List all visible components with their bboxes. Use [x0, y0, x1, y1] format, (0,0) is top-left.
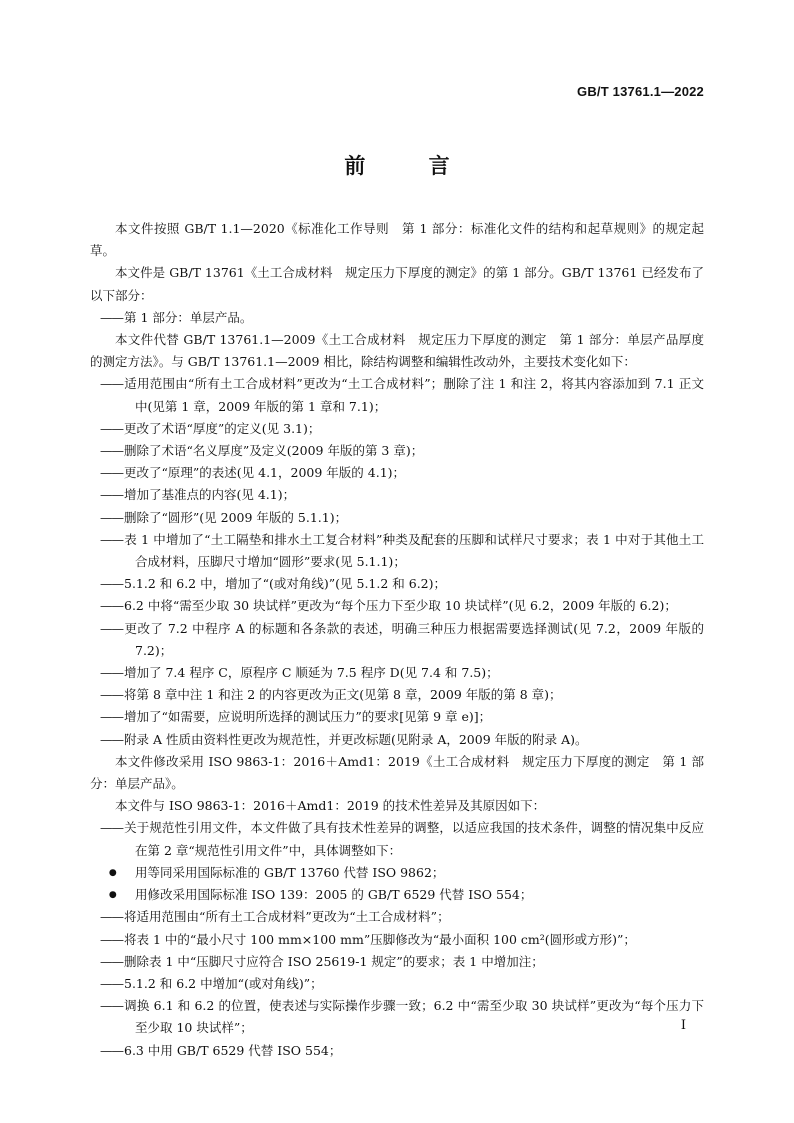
paragraph: 本文件是 GB/T 13761《土工合成材料 规定压力下厚度的测定》的第 1 部分。GB/T 13761 已经发布了以下部分： [90, 265, 704, 303]
dash-list-item: —— 删除了术语“名义厚度”及定义(2009 年版的第 3 章)； [90, 440, 704, 462]
dash-list-item: —— 5.1.2 和 6.2 中增加“(或对角线)”； [90, 973, 704, 995]
dash-list-item: —— 将第 8 章中注 1 和注 2 的内容更改为正文(见第 8 章，2009 年版的第 8 章)； [90, 684, 704, 706]
standard-code: GB/T 13761.1—2022 [577, 84, 704, 99]
dash-list-item: —— 更改了 7.2 中程序 A 的标题和各条款的表述，明确三种压力根据需要选择测试(见 7.2，2009 年版的 7.2)； [90, 618, 704, 662]
paragraph: 本文件按照 GB/T 1.1—2020《标准化工作导则 第 1 部分：标准化文件的结构和起草规则》的规定起草。 [90, 221, 704, 259]
dash-list-item: —— 更改了术语“厚度”的定义(见 3.1)； [90, 418, 704, 440]
dash-list-item: —— 6.3 中用 GB/T 6529 代替 ISO 554； [90, 1040, 704, 1062]
dash-list-item: —— 将表 1 中的“最小尺寸 100 mm×100 mm”压脚修改为“最小面积 100 cm²(圆形或方形)”； [90, 929, 704, 951]
paragraph: 本文件代替 GB/T 13761.1—2009《土工合成材料 规定压力下厚度的测定 第 1 部分：单层产品厚度的测定方法》。与 GB/T 13761.1—2009 相比，除结构调整和编辑性改动外，主要技术变化如下： [90, 332, 704, 370]
page-number: I [680, 1018, 686, 1033]
bullet-text: 用修改采用国际标准 ISO 139：2005 的 GB/T 6529 代替 ISO 554； [135, 887, 533, 903]
dash-list-item: —— 附录 A 性质由资料性更改为规范性，并更改标题(见附录 A，2009 年版的附录 A)。 [90, 729, 704, 751]
dash-list-item: —— 增加了“如需要，应说明所选择的测试压力”的要求[见第 9 章 e)]； [90, 706, 704, 728]
bullet-text: 用等同采用国际标准的 GB/T 13760 代替 ISO 9862； [135, 864, 445, 880]
dash-list-item: —— 5.1.2 和 6.2 中，增加了“(或对角线)”(见 5.1.2 和 6.2)； [90, 573, 704, 595]
dash-list-item: —— 表 1 中增加了“土工隔垫和排水土工复合材料”种类及配套的压脚和试样尺寸要求；表 1 中对于其他土工合成材料，压脚尺寸增加“圆形”要求(见 5.1.1)； [90, 529, 704, 573]
paragraph: 本文件与 ISO 9863-1：2016＋Amd1：2019 的技术性差异及其原因如下： [115, 798, 546, 814]
foreword-body [90, 218, 704, 1062]
bullet-icon: ● [108, 867, 117, 878]
dash-list-item: —— 增加了 7.4 程序 C，原程序 C 顺延为 7.5 程序 D(见 7.4 和 7.5)； [90, 662, 704, 684]
dash-list-item: —— 6.2 中将“需至少取 30 块试样”更改为“每个压力下至少取 10 块试样”(见 6.2，2009 年版的 6.2)； [90, 595, 704, 617]
dash-list-item: —— 删除了“圆形”(见 2009 年版的 5.1.1)； [90, 507, 704, 529]
dash-list-item: —— 适用范围由“所有土工合成材料”更改为“土工合成材料”；删除了注 1 和注 2，将其内容添加到 7.1 正文中(见第 1 章，2009 年版的第 1 章和 7.1)； [90, 373, 704, 417]
dash-list-item: —— 关于规范性引用文件，本文件做了具有技术性差异的调整，以适应我国的技术条件，调整的情况集中反应在第 2 章“规范性引用文件”中，具体调整如下： [90, 817, 704, 861]
paragraph: 本文件修改采用 ISO 9863-1：2016＋Amd1：2019《土工合成材料 规定压力下厚度的测定 第 1 部分：单层产品》。 [90, 753, 704, 792]
dash-list-item: —— 调换 6.1 和 6.2 的位置，使表述与实际操作步骤一致；6.2 中“需至少取 30 块试样”更改为“每个压力下至少取 10 块试样”； [90, 995, 704, 1039]
dash-list-item: —— 第 1 部分：单层产品。 [90, 307, 704, 329]
dash-list-item: —— 删除表 1 中“压脚尺寸应符合 ISO 25619-1 规定”的要求；表 1 中增加注； [90, 951, 704, 973]
bullet-list-item [90, 862, 704, 884]
page-title: 前 言 [344, 153, 478, 178]
bullet-list-item [90, 884, 704, 906]
dash-list-item: —— 更改了“原理”的表述(见 4.1，2009 年版的 4.1)； [90, 462, 704, 484]
bullet-icon: ● [108, 890, 117, 901]
dash-list-item: —— 将适用范围由“所有土工合成材料”更改为“土工合成材料”； [90, 906, 704, 928]
dash-list-item: —— 增加了基准点的内容(见 4.1)； [90, 484, 704, 506]
